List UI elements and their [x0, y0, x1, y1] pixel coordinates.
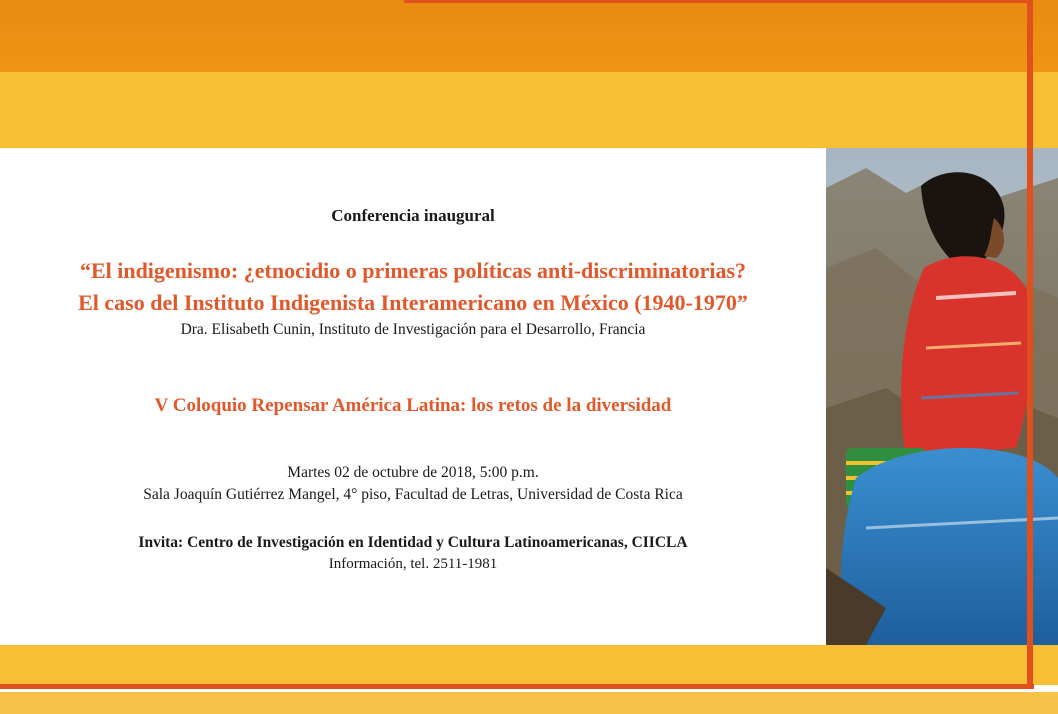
top-orange-band: [0, 0, 1058, 72]
right-red-rule: [1027, 0, 1033, 689]
talk-title-line-1: “El indigenismo: ¿etnocidio o primeras políticas anti-discriminatorias?: [79, 258, 747, 283]
photo-woman-mountains-icon: [826, 148, 1058, 645]
conference-heading: Conferencia inaugural: [331, 206, 495, 225]
bottom-light-band: [0, 692, 1058, 714]
talk-title-line-2: El caso del Instituto Indigenista Interamericano en México (1940-1970”: [78, 290, 748, 315]
speaker-credit: Dra. Elisabeth Cunin, Instituto de Investigación para el Desarrollo, Francia: [180, 321, 646, 338]
contact-info: Información, tel. 2511-1981: [328, 556, 498, 572]
bottom-red-rule: [0, 684, 1034, 689]
event-date-time: Martes 02 de octubre de 2018, 5:00 p.m.: [287, 464, 539, 481]
event-venue: Sala Joaquín Gutiérrez Mangel, 4° piso, Facultad de Letras, Universidad de Costa Rica: [143, 486, 683, 503]
host-invitation: Invita: Centro de Investigación en Identidad y Cultura Latinoamericanas, CIICLA: [138, 534, 688, 551]
top-red-rule: [404, 0, 1033, 3]
bottom-yellow-band: [0, 645, 1058, 685]
top-yellow-band: [0, 72, 1058, 148]
invitation-content: [0, 148, 826, 645]
coloquio-title: V Coloquio Repensar América Latina: los retos de la diversidad: [154, 395, 672, 416]
